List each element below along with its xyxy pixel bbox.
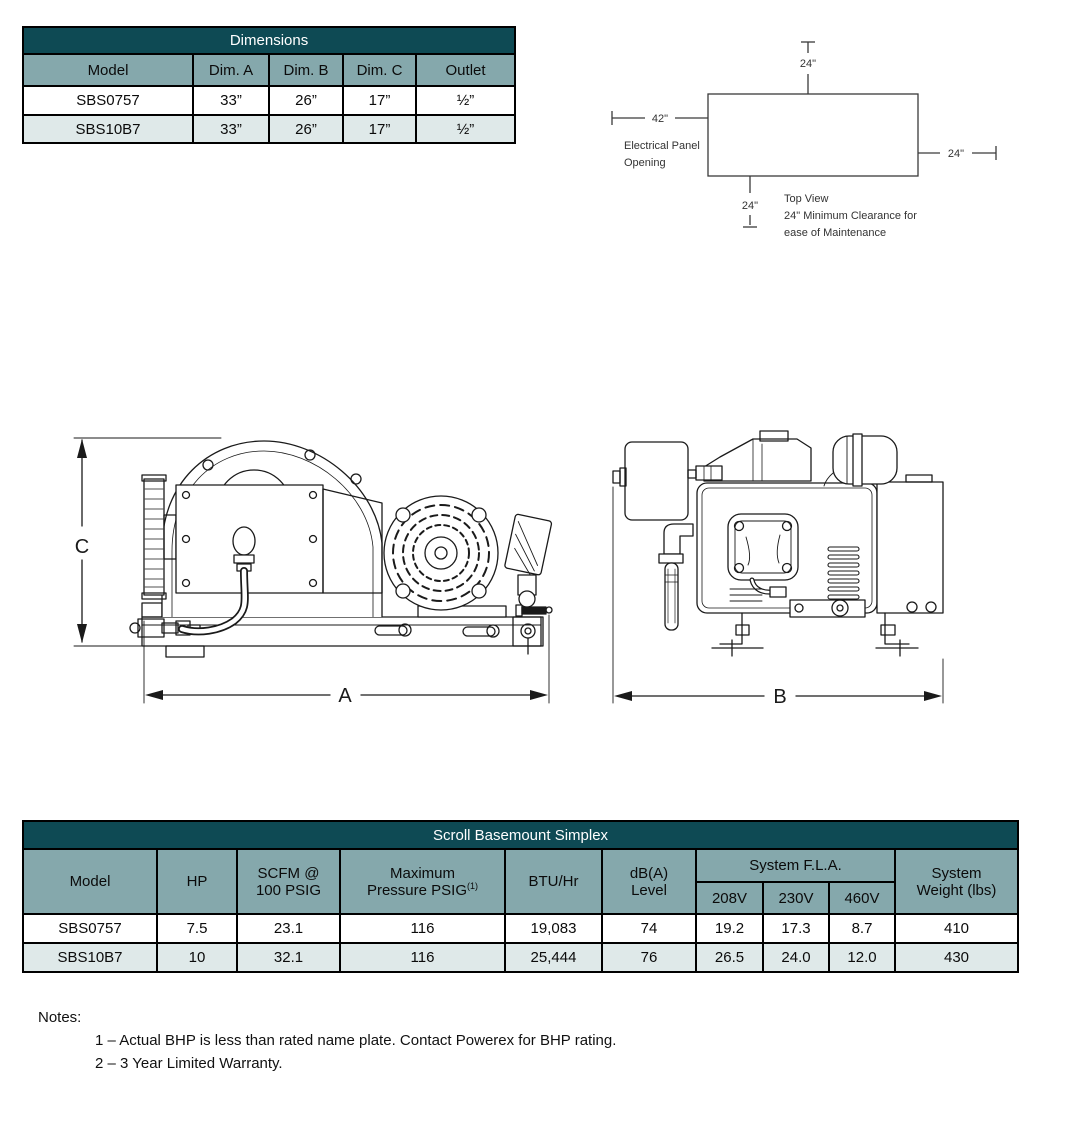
cell-model: SBS0757: [23, 86, 193, 115]
clearance-bottom-label: 24": [741, 200, 759, 212]
col-header-outlet: Outlet: [416, 54, 515, 86]
col-header-230v: 230V: [763, 882, 829, 914]
cell-hp: 7.5: [157, 914, 237, 943]
cell-weight: 430: [895, 943, 1018, 972]
cell-weight: 410: [895, 914, 1018, 943]
table-row: [23, 943, 1018, 972]
muffler: [824, 434, 897, 486]
electrical-panel-label-line1: Electrical Panel: [624, 140, 700, 152]
col-header-dim-c: Dim. C: [343, 54, 416, 86]
cell-fla-208v: 26.5: [696, 943, 763, 972]
cell-scfm: 32.1: [237, 943, 340, 972]
cell-db-level: 74: [602, 914, 696, 943]
clearance-left-label: 42": [651, 113, 669, 125]
cell-dim-c: 17”: [343, 115, 416, 143]
dim-b-label: B: [773, 686, 787, 708]
dimensions-table: [22, 26, 516, 144]
top-view-caption-line2: 24" Minimum Clearance for: [784, 210, 917, 222]
cell-scfm: 23.1: [237, 914, 340, 943]
col-group-header-system-fla: System F.L.A.: [696, 849, 895, 882]
notes-label: Notes:: [38, 1009, 82, 1026]
dimensions-table-header-row: [23, 54, 515, 86]
cell-btu: 19,083: [505, 914, 602, 943]
cell-max-pressure: 116: [340, 943, 505, 972]
col-header-scfm: SCFM @ 100 PSIG: [237, 849, 340, 914]
clearance-right-label: 24": [947, 148, 965, 160]
specs-table-title: Scroll Basemount Simplex: [23, 821, 1018, 849]
top-view-labels: [624, 58, 964, 239]
cell-db-level: 76: [602, 943, 696, 972]
clearance-top-label: 24": [799, 58, 817, 70]
table-row: [23, 115, 515, 143]
intake-assembly: [688, 431, 811, 481]
col-header-dim-b: Dim. B: [269, 54, 343, 86]
specs-table: [22, 820, 1019, 973]
cell-dim-a: 33”: [193, 115, 269, 143]
col-header-db-level: dB(A) Level: [602, 849, 696, 914]
note-reference: (1): [467, 880, 479, 891]
table-row: [23, 914, 1018, 943]
cell-outlet: ½”: [416, 115, 515, 143]
reservoir-tank: [613, 442, 688, 520]
col-header-208v: 208V: [696, 882, 763, 914]
cell-dim-b: 26”: [269, 86, 343, 115]
cell-model: SBS10B7: [23, 943, 157, 972]
cell-model: SBS10B7: [23, 115, 193, 143]
cell-dim-a: 33”: [193, 86, 269, 115]
specs-table-title-row: [23, 821, 1018, 849]
table-row: [23, 86, 515, 115]
dim-c-label: C: [74, 536, 90, 558]
motor: [384, 496, 506, 617]
specs-table-header-row: [23, 849, 1018, 882]
col-header-model: Model: [23, 54, 193, 86]
front-view-drawing: [58, 423, 583, 723]
col-header-dim-a: Dim. A: [193, 54, 269, 86]
col-header-460v: 460V: [829, 882, 895, 914]
cell-hp: 10: [157, 943, 237, 972]
cell-fla-460v: 8.7: [829, 914, 895, 943]
cell-fla-230v: 24.0: [763, 943, 829, 972]
top-view-caption-line1: Top View: [784, 193, 829, 205]
col-header-model: Model: [23, 849, 157, 914]
top-view-clearance-diagram: [590, 25, 1060, 250]
electrical-panel-label-line2: Opening: [624, 157, 666, 169]
dim-a-label: A: [338, 685, 352, 707]
pressure-switch: [504, 514, 552, 607]
cell-btu: 25,444: [505, 943, 602, 972]
top-view-caption-line3: ease of Maintenance: [784, 227, 887, 239]
col-header-hp: HP: [157, 849, 237, 914]
cell-outlet: ½”: [416, 86, 515, 115]
compressor-body-side: [697, 483, 877, 613]
cell-model: SBS0757: [23, 914, 157, 943]
notes-section: [38, 1006, 616, 1075]
cell-max-pressure: 116: [340, 914, 505, 943]
col-header-system-weight: System Weight (lbs): [895, 849, 1018, 914]
note-item-1: 1 – Actual BHP is less than rated name plate. Contact Powerex for BHP rating.: [95, 1032, 617, 1049]
dimensions-table-title: Dimensions: [23, 27, 515, 54]
unit-footprint-rect: [708, 94, 918, 176]
cell-fla-208v: 19.2: [696, 914, 763, 943]
cell-fla-460v: 12.0: [829, 943, 895, 972]
col-header-max-pressure: Maximum Pressure PSIG$^{(1)}$: [340, 849, 505, 914]
col-header-btu: BTU/Hr: [505, 849, 602, 914]
cell-dim-b: 26”: [269, 115, 343, 143]
rear-enclosure: [877, 475, 943, 613]
dimensions-table-title-row: [23, 27, 515, 54]
cell-dim-c: 17”: [343, 86, 416, 115]
note-item-2: 2 – 3 Year Limited Warranty.: [95, 1055, 283, 1072]
drain-pipe: [659, 524, 693, 630]
side-view-drawing: [600, 423, 1060, 723]
cell-fla-230v: 17.3: [763, 914, 829, 943]
